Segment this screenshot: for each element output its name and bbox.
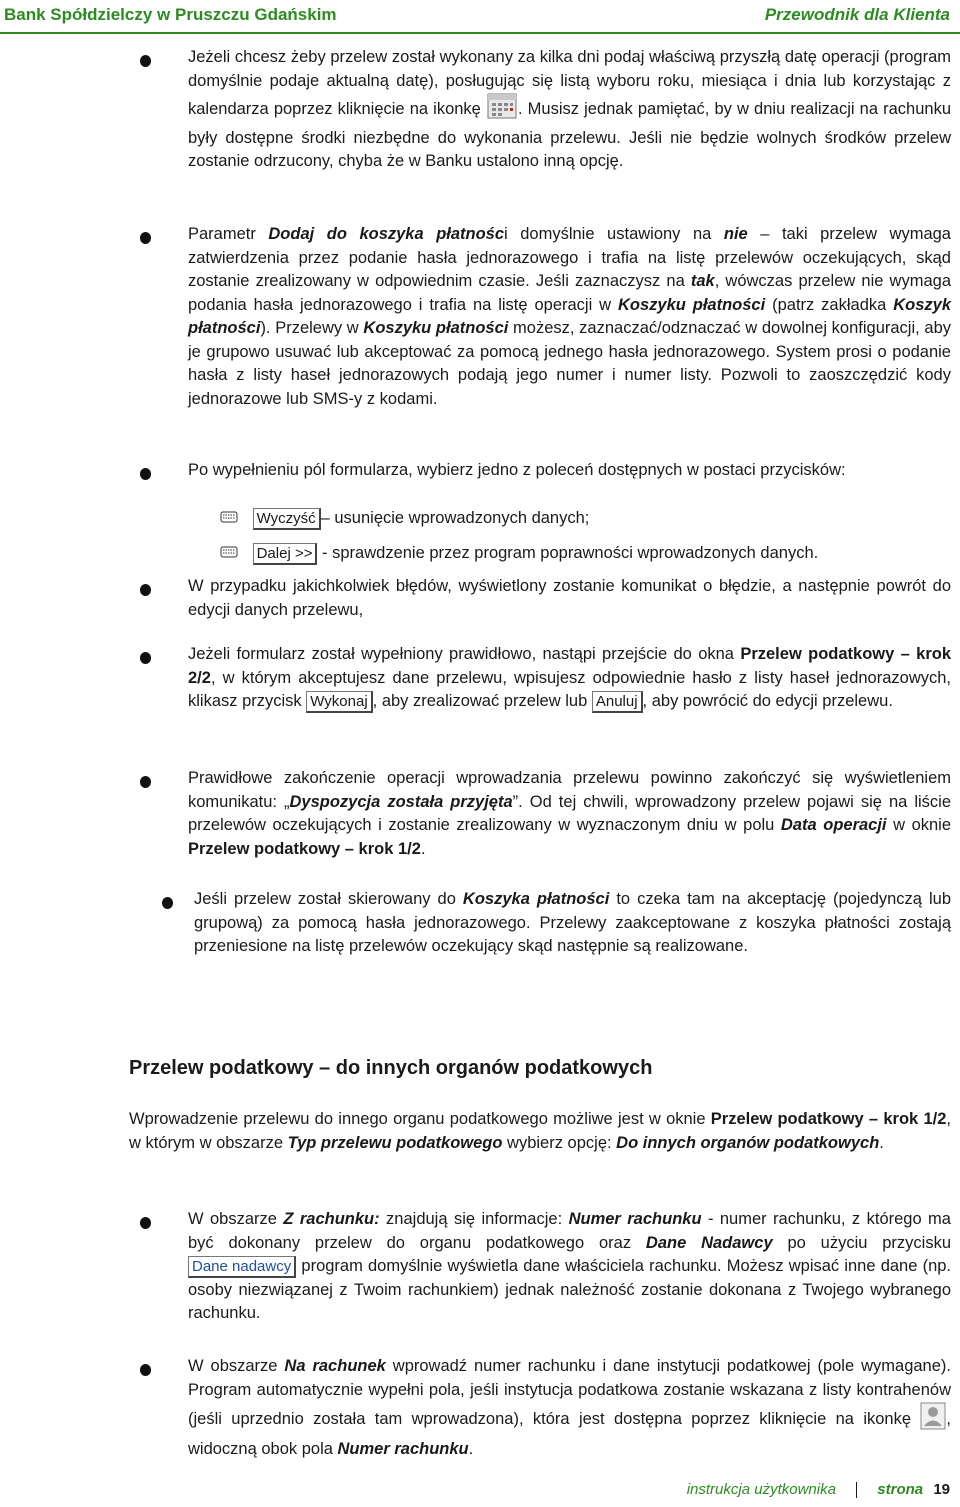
calendar-icon[interactable] <box>486 93 518 127</box>
paragraph-form-buttons: Po wypełnieniu pól formularza, wybierz jedno z poleceń dostępnych w postaci przycisków: <box>188 461 846 479</box>
bullet-icon <box>140 776 151 788</box>
footer-doc-title: instrukcja użytkownika <box>686 1481 836 1498</box>
execute-button[interactable]: Wykonaj <box>306 691 372 713</box>
keyboard-icon <box>220 542 238 566</box>
sender-data-button[interactable]: Dane nadawcy <box>188 1256 296 1278</box>
bullet-icon <box>140 584 151 596</box>
next-button[interactable]: Dalej >> <box>253 543 318 565</box>
paragraph-basket-parameter: Parametr Dodaj do koszyka płatności domyślnie ustawiony na nie – taki przelew wymaga zatwierdzenia przez podanie hasła jednorazowego i trafia na listę przelewów oczekujących, skąd zostanie zrealizowany w odpowiednim czasie. Jeśli zaznaczysz na tak, wówczas przelew nie wymaga podania hasła jednorazowego i trafia na listę operacji w Koszyku płatności (patrz zakładka Koszyk płatności). Przelewy w Koszyku płatności możesz, zaznaczać/odznaczać w dowolnej konfiguracji, aby je grupowo usuwać lub akceptować za pomocą jednego hasła jednorazowego. System prosi o podanie hasła z listy haseł jednorazowych podają jego numer i numer listy. Pozwoli to zaoszczędzić kody jednorazowe lub SMS-y z kodami. <box>188 225 951 408</box>
contacts-icon[interactable] <box>920 1402 946 1438</box>
guide-title: Przewodnik dla Klienta <box>764 5 950 24</box>
bullet-icon <box>140 1364 151 1376</box>
keyboard-icon <box>220 507 238 531</box>
page-number: 19 <box>933 1481 950 1498</box>
sub-item-next: Dalej >> - sprawdzenie przez program poprawności wprowadzonych danych. <box>220 542 940 566</box>
bullet-icon <box>140 468 151 480</box>
section-intro: Wprowadzenie przelewu do innego organu podatkowego możliwe jest w oknie Przelew podatkowy – krok 1/2, w którym w obszarze Typ przelewu podatkowego wybierz opcję: Do innych organów podatkowych. <box>129 1110 951 1152</box>
bullet-icon <box>162 897 173 909</box>
paragraph-step-2: Jeżeli formularz został wypełniony prawidłowo, nastąpi przejście do okna Przelew podatkowy – krok 2/2, w którym akceptujesz dane przelewu, wpisujesz odpowiednie hasło z listy haseł jednorazowych, klikasz przycisk Wykonaj , aby zrealizować przelew lub Anuluj , aby powrócić do edycji przelewu. <box>188 643 951 714</box>
bullet-icon <box>140 55 151 67</box>
paragraph-future-date: Jeżeli chcesz żeby przelew został wykonany za kilka dni podaj właściwą przyszłą datę operacji (program domyślnie podaje aktualną datę), posługując się listą wyboru roku, miesiąca i dnia lub korzystając z kalendarza poprzez kliknięcie na ikonkę . Musisz jednak pamiętać, by w dniu realizacji na rachunku były dostępne środki niezbędne do wykonania przelewu. Jeśli nie będzie wolnych środków przelew zostanie odrzucony, chyba że w Banku ustalono inną opcję. <box>188 48 951 170</box>
paragraph-to-account: W obszarze Na rachunek wprowadź numer rachunku i dane instytucji podatkowej (pole wymagane). Program automatycznie wypełni pola, jeśli instytucja podatkowa zostanie wskazana z listy kontrahenów (jeśli uprzednio została tam wprowadzona), która jest dostępna poprzez kliknięcie na ikonkę , widoczną obok pola Numer rachunku. <box>188 1357 951 1458</box>
paragraph-from-account: W obszarze Z rachunku: znajdują się informacje: Numer rachunku - numer rachunku, z którego ma być dokonany przelew do organu podatkowego oraz Dane Nadawcy po użyciu przycisku Dane nadawcy program domyślnie wyświetla dane właściciela rachunku. Możesz wpisać inne dane (np. osoby niezwiązanej z Twoim rachunkiem) jednak należność zostanie dokonana z Twojego wybranego rachunku. <box>188 1210 952 1322</box>
page-footer <box>0 1477 960 1507</box>
section-title: Przelew podatkowy – do innych organów podatkowych <box>129 1057 653 1079</box>
bank-name: Bank Spółdzielczy w Pruszczu Gdańskim <box>4 5 337 24</box>
paragraph-success: Prawidłowe zakończenie operacji wprowadzania przelewu powinno zakończyć się wyświetleniem komunikatu: „Dyspozycja została przyjęta”. Od tej chwili, wprowadzony przelew pojawi się na liście przelewów oczekujących i zostanie zrealizowany w wyznaczonym dniu w polu Data operacji w oknie Przelew podatkowy – krok 1/2. <box>188 769 952 858</box>
paragraph-basket: Jeśli przelew został skierowany do Koszyka płatności to czeka tam na akceptację (pojedynczą lub grupową) za pomocą hasła jednorazowego. Przelewy zaakceptowane z koszyka płatności zostają przeniesione na listę przelewów oczekujący skąd następnie są realizowane. <box>194 890 952 955</box>
page-header <box>0 0 960 34</box>
sub-item-clear: Wyczyść – usunięcie wprowadzonych danych; <box>220 507 940 531</box>
clear-button[interactable]: Wyczyść <box>253 508 321 530</box>
paragraph-errors: W przypadku jakichkolwiek błędów, wyświetlony zostanie komunikat o błędzie, a następnie powrót do edycji danych przelewu, <box>188 577 951 619</box>
header-divider <box>0 32 960 34</box>
bullet-icon <box>140 232 151 244</box>
bullet-icon <box>140 652 151 664</box>
footer-divider <box>856 1482 857 1498</box>
bullet-icon <box>140 1217 151 1229</box>
cancel-button[interactable]: Anuluj <box>592 691 643 713</box>
footer-page-label: strona <box>877 1481 924 1498</box>
